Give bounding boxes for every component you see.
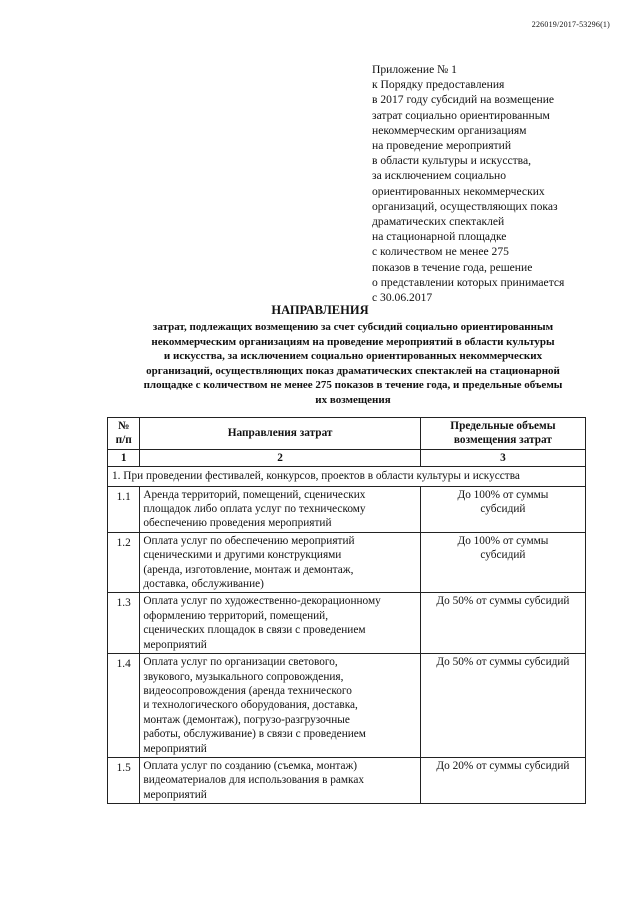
subtitle-line: некоммерческим организациям на проведение мероприятий в области культуры xyxy=(151,335,555,348)
header-limit: Предельные объемы возмещения затрат xyxy=(420,418,585,450)
table-row xyxy=(108,486,586,532)
row-direction: Оплата услуг по организации светового, звукового, музыкального сопровождения, видеосопровождения (аренда технического и технологического оборудования, доставка, монтаж (демонтаж), погрузо-разгрузочные работы, обслуживание) в связи с проведением мероприятий xyxy=(140,654,421,758)
subtitle-line: и искусства, за исключением социально ориентированных некоммерческих xyxy=(163,350,543,363)
document-number: 226019/2017-53296(1) xyxy=(531,20,610,29)
table-row xyxy=(108,532,586,593)
appendix-line: ориентированных некоммерческих xyxy=(372,184,545,198)
column-index-row xyxy=(108,449,586,466)
appendix-line: показов в течение года, решение xyxy=(372,260,533,274)
expense-table xyxy=(107,417,586,804)
subtitle-line: организаций, осуществляющих показ драматических спектаклей на стационарной xyxy=(146,364,560,377)
subtitle-line: затрат, подлежащих возмещению за счет субсидий социально ориентированным xyxy=(152,321,554,333)
row-direction: Оплата услуг по созданию (съемка, монтаж) видеоматериалов для использования в рамках мероприятий xyxy=(140,757,421,803)
table-row xyxy=(108,757,586,803)
row-direction: Оплата услуг по обеспечению мероприятий сценическими и другими конструкциями (аренда, изготовление, монтаж и демонтаж, доставка, обслуживание) xyxy=(140,532,421,593)
table-row xyxy=(108,654,586,758)
appendix-line: Приложение № 1 xyxy=(372,63,457,76)
section-title: 1. При проведении фестивалей, конкурсов, проектов в области культуры и искусства xyxy=(108,467,586,486)
appendix-line: за исключением социально xyxy=(372,169,507,183)
header-direction: Направления затрат xyxy=(140,418,421,450)
appendix-line: с количеством не менее 275 xyxy=(372,245,509,259)
appendix-line: драматических спектаклей xyxy=(372,215,505,229)
column-index: 3 xyxy=(420,449,585,466)
row-limit: До 50% от суммы субсидий xyxy=(420,654,585,758)
appendix-line: с 30.06.2017 xyxy=(372,291,433,305)
appendix-line: организаций, осуществляющих показ xyxy=(372,199,558,213)
row-number: 1.5 xyxy=(108,757,140,803)
section-row xyxy=(108,467,586,486)
column-index: 1 xyxy=(108,449,140,466)
row-number: 1.4 xyxy=(108,654,140,758)
row-limit: До 100% от суммы субсидий xyxy=(420,532,585,593)
row-number: 1.2 xyxy=(108,532,140,593)
column-index: 2 xyxy=(140,449,421,466)
subtitle-line: площадке с количеством не менее 275 показов в течение года, и предельные объемы xyxy=(143,379,563,392)
appendix-line: в области культуры и искусства, xyxy=(372,154,532,168)
row-number: 1.3 xyxy=(108,593,140,654)
appendix-line: на стационарной площадке xyxy=(372,230,507,244)
row-direction: Аренда территорий, помещений, сценических площадок либо оплата услуг по техническому обеспечению проведения мероприятий xyxy=(140,486,421,532)
appendix-line: некоммерческим организациям xyxy=(372,123,527,137)
row-limit: До 100% от суммы субсидий xyxy=(420,486,585,532)
header-number: № п/п xyxy=(108,418,140,450)
document-subtitle xyxy=(108,320,598,408)
appendix-line: к Порядку предоставления xyxy=(372,78,505,92)
document-title: НАПРАВЛЕНИЯ xyxy=(271,303,369,317)
row-limit: До 50% от суммы субсидий xyxy=(420,593,585,654)
appendix-line: в 2017 году субсидий на возмещение xyxy=(372,93,555,107)
table-header-row xyxy=(108,418,586,450)
row-number: 1.1 xyxy=(108,486,140,532)
row-limit: До 20% от суммы субсидий xyxy=(420,757,585,803)
appendix-line: на проведение мероприятий xyxy=(372,139,512,153)
table-row xyxy=(108,593,586,654)
appendix-block xyxy=(372,62,622,305)
row-direction: Оплата услуг по художественно-декорационному оформлению территорий, помещений, сценических площадок в связи с проведением мероприятий xyxy=(140,593,421,654)
subtitle-line: их возмещения xyxy=(315,393,391,406)
appendix-line: о представлении которых принимается xyxy=(372,275,565,289)
appendix-line: затрат социально ориентированным xyxy=(372,108,550,122)
